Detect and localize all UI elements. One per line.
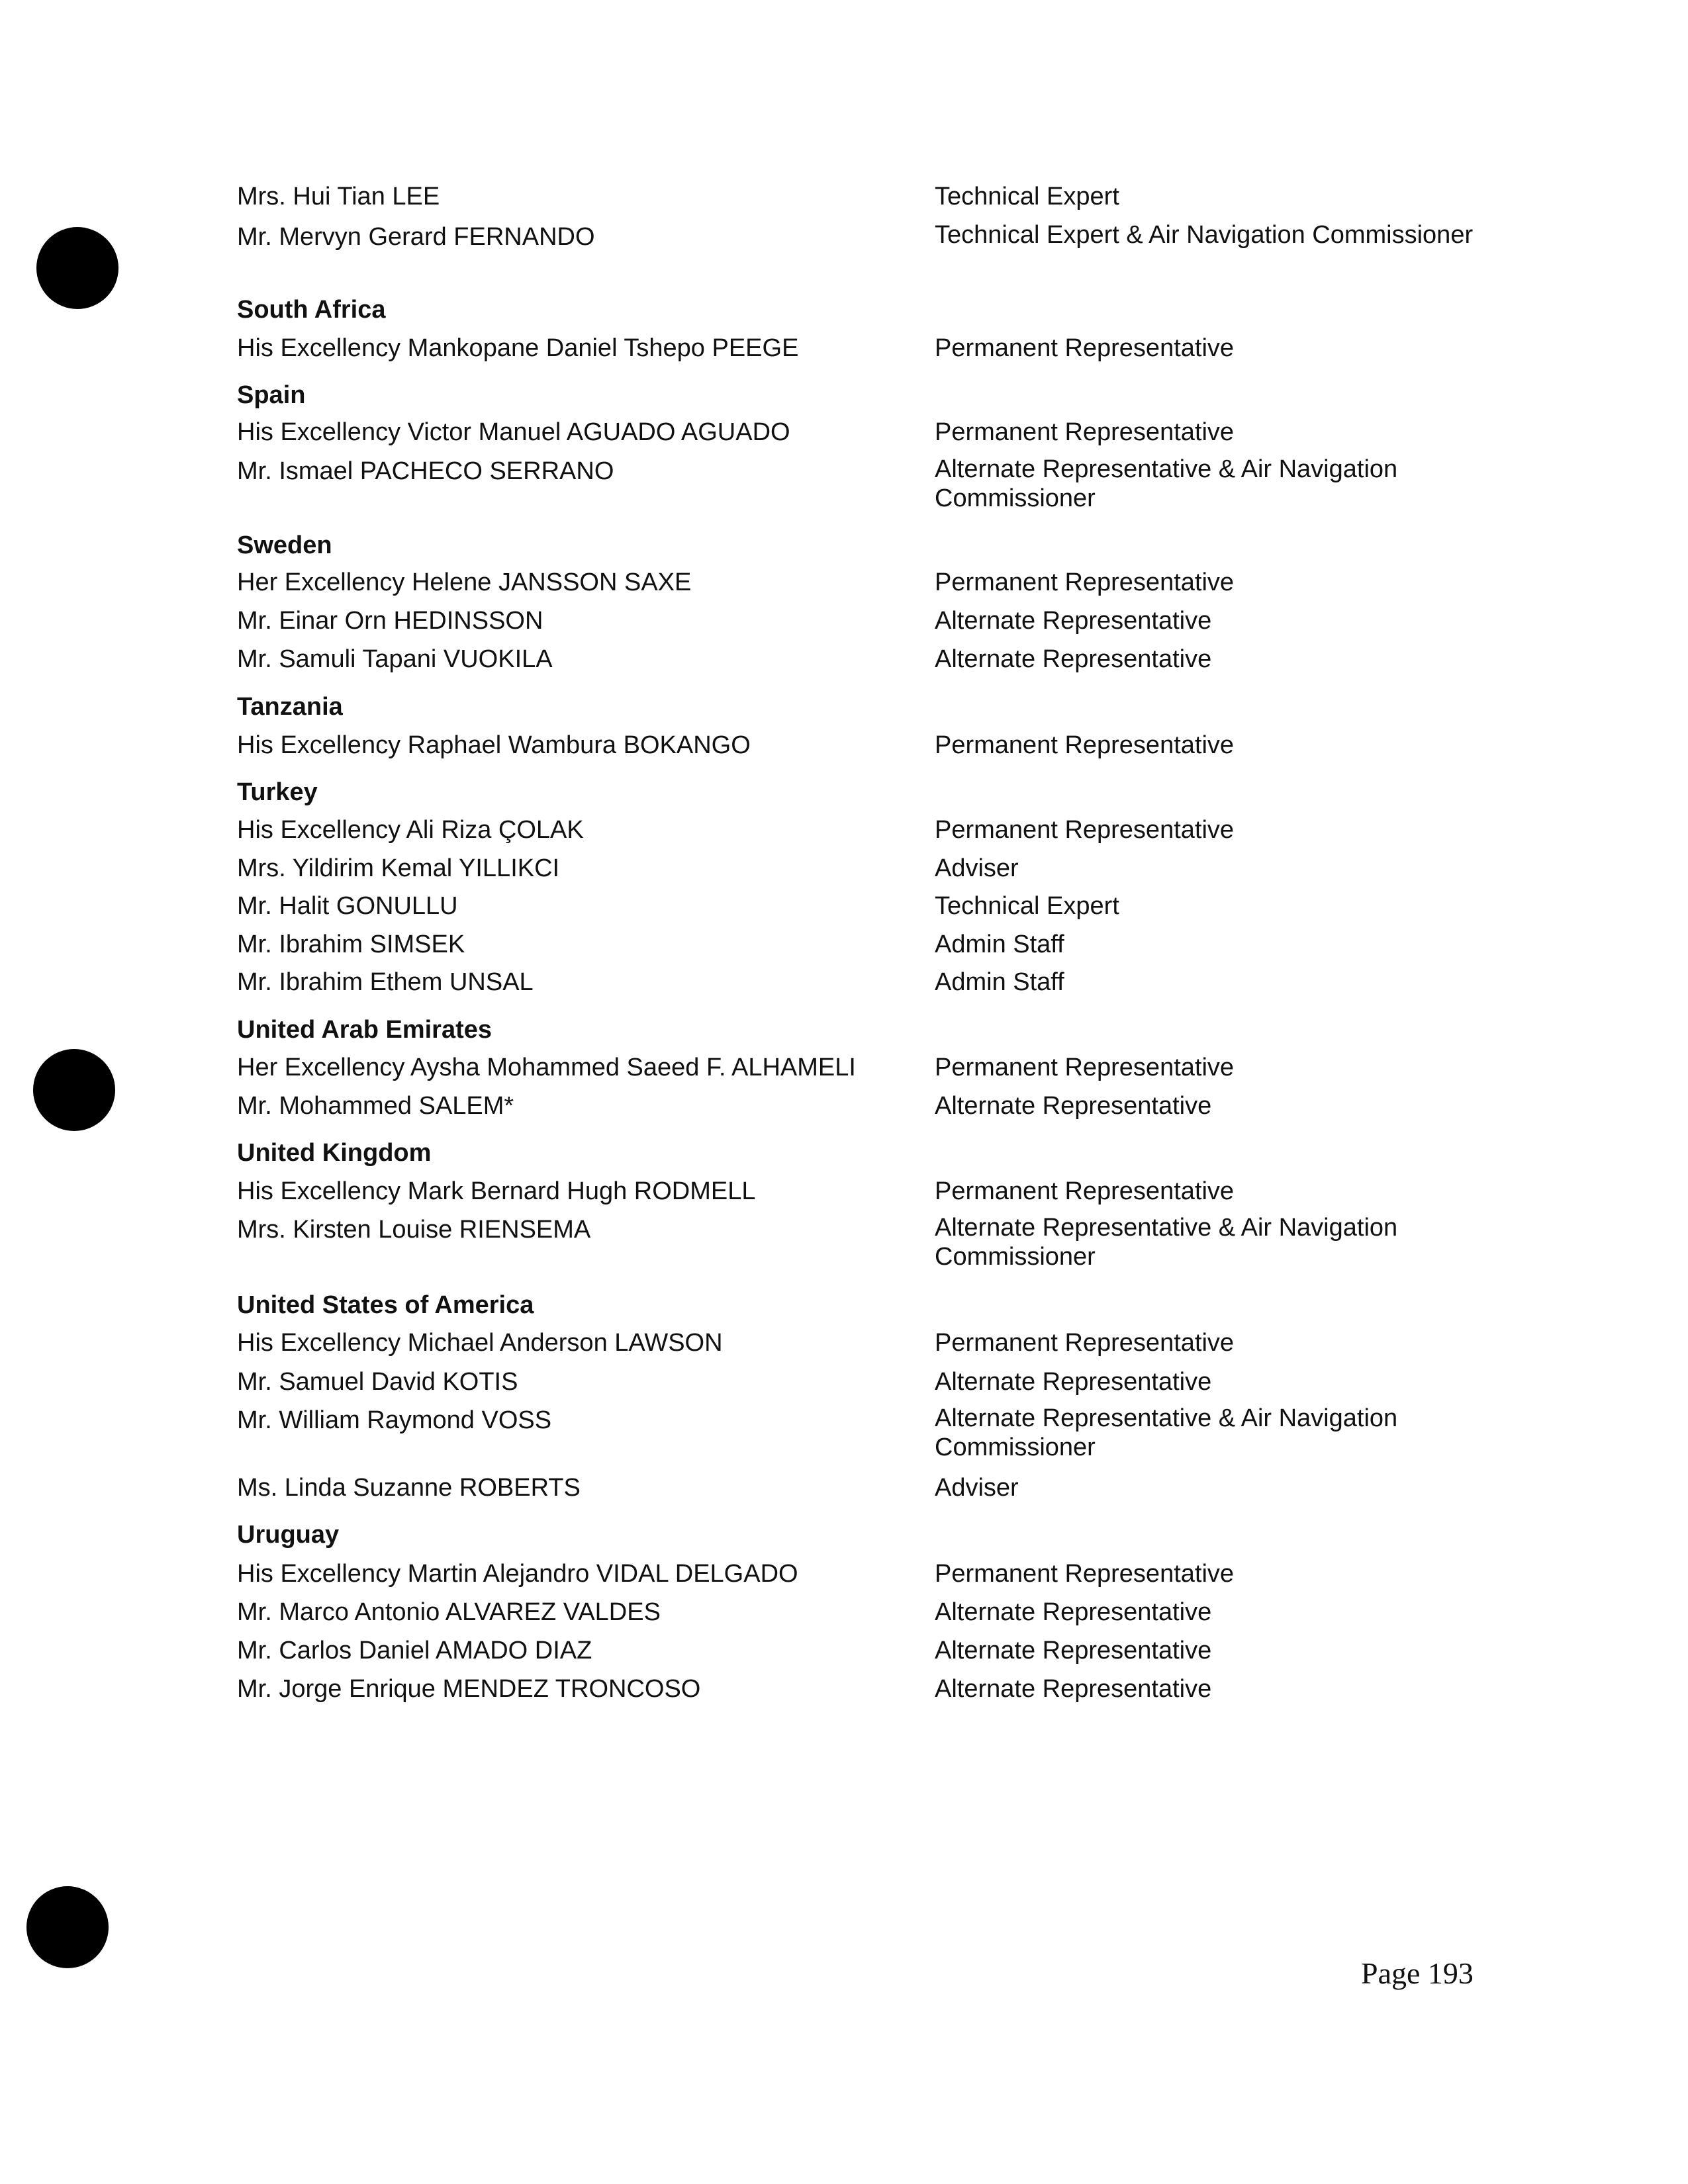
member-role: Permanent Representative (935, 1054, 1235, 1081)
member-name: Mr. Ibrahim SIMSEK (237, 931, 465, 958)
member-role: Alternate Representative & Air Navigation Commissioner (935, 455, 1398, 512)
member-role: Admin Staff (935, 968, 1064, 996)
member-role: Alternate Representative (935, 1637, 1212, 1664)
member-name: Mrs. Yildirim Kemal YILLIKCI (237, 854, 560, 882)
punch-hole (33, 1049, 115, 1131)
member-role: Technical Expert & Air Navigation Commissioner (935, 221, 1474, 249)
member-name: Mr. Jorge Enrique MENDEZ TRONCOSO (237, 1675, 701, 1703)
member-role: Permanent Representative (935, 1560, 1235, 1588)
page-number: Page 193 (1361, 1956, 1474, 1990)
member-role: Alternate Representative (935, 1368, 1212, 1396)
member-role: Permanent Representative (935, 816, 1235, 844)
member-name: His Excellency Mark Bernard Hugh RODMELL (237, 1177, 756, 1205)
member-role: Permanent Representative (935, 418, 1235, 446)
member-name: Her Excellency Aysha Mohammed Saeed F. ALHAMELI (237, 1054, 856, 1081)
member-name: His Excellency Mankopane Daniel Tshepo PEEGE (237, 334, 799, 362)
country-heading: Turkey (237, 778, 318, 806)
member-name: His Excellency Michael Anderson LAWSON (237, 1329, 723, 1357)
member-name: Her Excellency Helene JANSSON SAXE (237, 569, 692, 596)
member-name: Mr. Einar Orn HEDINSSON (237, 607, 543, 635)
member-name: Mr. Carlos Daniel AMADO DIAZ (237, 1637, 592, 1664)
member-role: Permanent Representative (935, 731, 1235, 759)
member-name: Mrs. Kirsten Louise RIENSEMA (237, 1216, 591, 1244)
member-name: Mr. Mervyn Gerard FERNANDO (237, 223, 595, 251)
member-role: Permanent Representative (935, 569, 1235, 596)
member-role: Alternate Representative (935, 1092, 1212, 1120)
member-name: Mr. Halit GONULLU (237, 892, 458, 920)
country-heading: Tanzania (237, 693, 343, 721)
member-name: Ms. Linda Suzanne ROBERTS (237, 1474, 581, 1502)
member-name: Mrs. Hui Tian LEE (237, 183, 440, 210)
member-role: Admin Staff (935, 931, 1064, 958)
member-name: Mr. Marco Antonio ALVAREZ VALDES (237, 1598, 661, 1626)
member-name: Mr. Ibrahim Ethem UNSAL (237, 968, 534, 996)
member-name: His Excellency Raphael Wambura BOKANGO (237, 731, 751, 759)
member-role: Permanent Representative (935, 1177, 1235, 1205)
country-heading: United Kingdom (237, 1139, 432, 1167)
member-role: Alternate Representative (935, 1675, 1212, 1703)
member-role: Technical Expert (935, 892, 1119, 920)
member-role: Alternate Representative (935, 645, 1212, 673)
punch-hole (26, 1886, 109, 1968)
country-heading: United Arab Emirates (237, 1016, 492, 1044)
member-role: Alternate Representative & Air Navigation Commissioner (935, 1214, 1398, 1271)
member-name: His Excellency Ali Riza ÇOLAK (237, 816, 584, 844)
member-role: Alternate Representative (935, 1598, 1212, 1626)
country-heading: Uruguay (237, 1521, 340, 1549)
member-role: Alternate Representative (935, 607, 1212, 635)
member-role: Permanent Representative (935, 1329, 1235, 1357)
country-heading: South Africa (237, 296, 386, 324)
member-name: His Excellency Victor Manuel AGUADO AGUADO (237, 418, 790, 446)
member-name: Mr. Samuel David KOTIS (237, 1368, 518, 1396)
member-name: Mr. Mohammed SALEM* (237, 1092, 514, 1120)
punch-hole (36, 227, 118, 309)
country-heading: Sweden (237, 531, 332, 559)
member-name: Mr. Samuli Tapani VUOKILA (237, 645, 553, 673)
member-name: Mr. Ismael PACHECO SERRANO (237, 457, 614, 485)
member-name: Mr. William Raymond VOSS (237, 1406, 552, 1434)
country-heading: Spain (237, 381, 306, 409)
member-role: Permanent Representative (935, 334, 1235, 362)
country-heading: United States of America (237, 1291, 534, 1319)
member-role: Alternate Representative & Air Navigation Commissioner (935, 1404, 1398, 1461)
member-role: Technical Expert (935, 183, 1119, 210)
member-name: His Excellency Martin Alejandro VIDAL DELGADO (237, 1560, 798, 1588)
member-role: Adviser (935, 1474, 1019, 1502)
member-role: Adviser (935, 854, 1019, 882)
